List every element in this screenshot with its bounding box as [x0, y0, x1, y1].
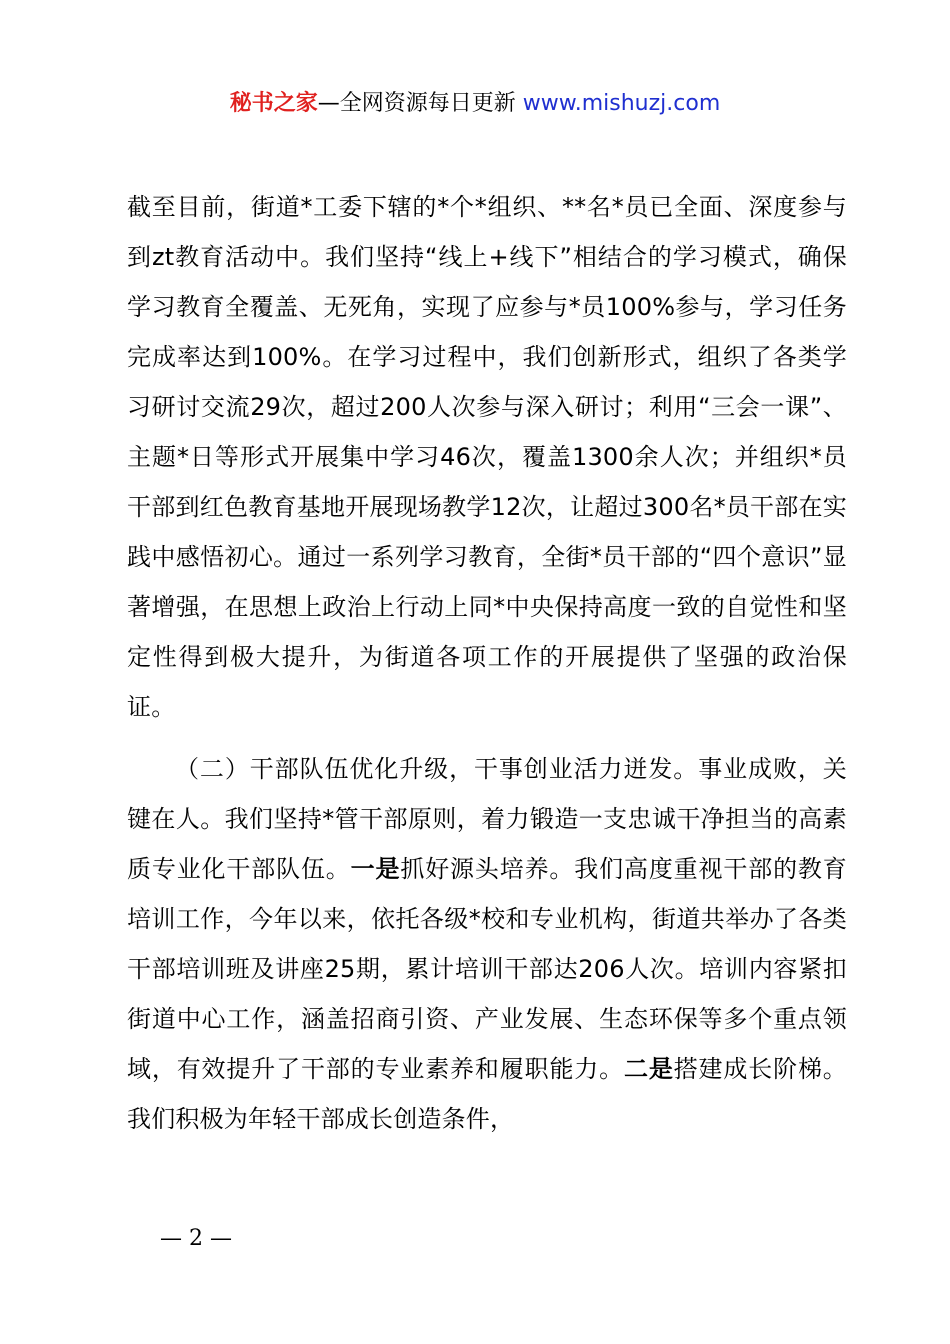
paragraph-2-text-b: 抓好源头培养。我们高度重视干部的教育培训工作，今年以来，依托各级*校和专业机构，街道共举办了各类干部培训班及讲座25期，累计培训干部达206人次。培训内容紧扣街道中心工作，涵盖招商引资、产业发展、生态环保等多个重点领域，有效提升了干部的专业素养和履职能力。 — [127, 855, 847, 1083]
paragraph-1-text: 截至目前，街道*工委下辖的*个*组织、**名*员已全面、深度参与到zt教育活动中。我们坚持“线上+线下”相结合的学习模式，确保学习教育全覆盖、无死角，实现了应参与*员100%参与，学习任务完成率达到100%。在学习过程中，我们创新形式，组织了各类学习研讨交流29次，超过200人次参与深入研讨；利用“三会一课”、主题*日等形式开展集中学习46次，覆盖1300余人次；并组织*员干部到红色教育基地开展现场教学12次，让超过300名*员干部在实践中感悟初心。通过一系列学习教育，全街*员干部的“四个意识”显著增强，在思想上政治上行动上同*中央保持高度一致的自觉性和坚定性得到极大提升，为街道各项工作的开展提供了坚强的政治保证。 — [127, 193, 847, 721]
point-one-label: 一是 — [350, 855, 401, 883]
paragraph-1 — [127, 182, 847, 732]
page-number: — 2 — — [160, 1226, 232, 1251]
watermark-header — [0, 88, 950, 120]
paragraph-2-text-c: 搭建成长阶梯。我们积极为年轻干部成长创造条件， — [127, 1055, 847, 1133]
paragraph-2 — [127, 744, 847, 1144]
header-tagline: —全网资源每日更新 — [317, 91, 523, 116]
point-two-label: 二是 — [624, 1055, 674, 1083]
header-brand: 秘书之家 — [229, 91, 318, 116]
document-body — [127, 182, 847, 1144]
paragraph-2-text-a: （二）干部队伍优化升级，干事创业活力迸发。事业成败，关键在人。我们坚持*管干部原则，着力锻造一支忠诚干净担当的高素质专业化干部队伍。 — [127, 755, 847, 883]
header-url[interactable]: www.mishuzj.com — [522, 91, 721, 116]
